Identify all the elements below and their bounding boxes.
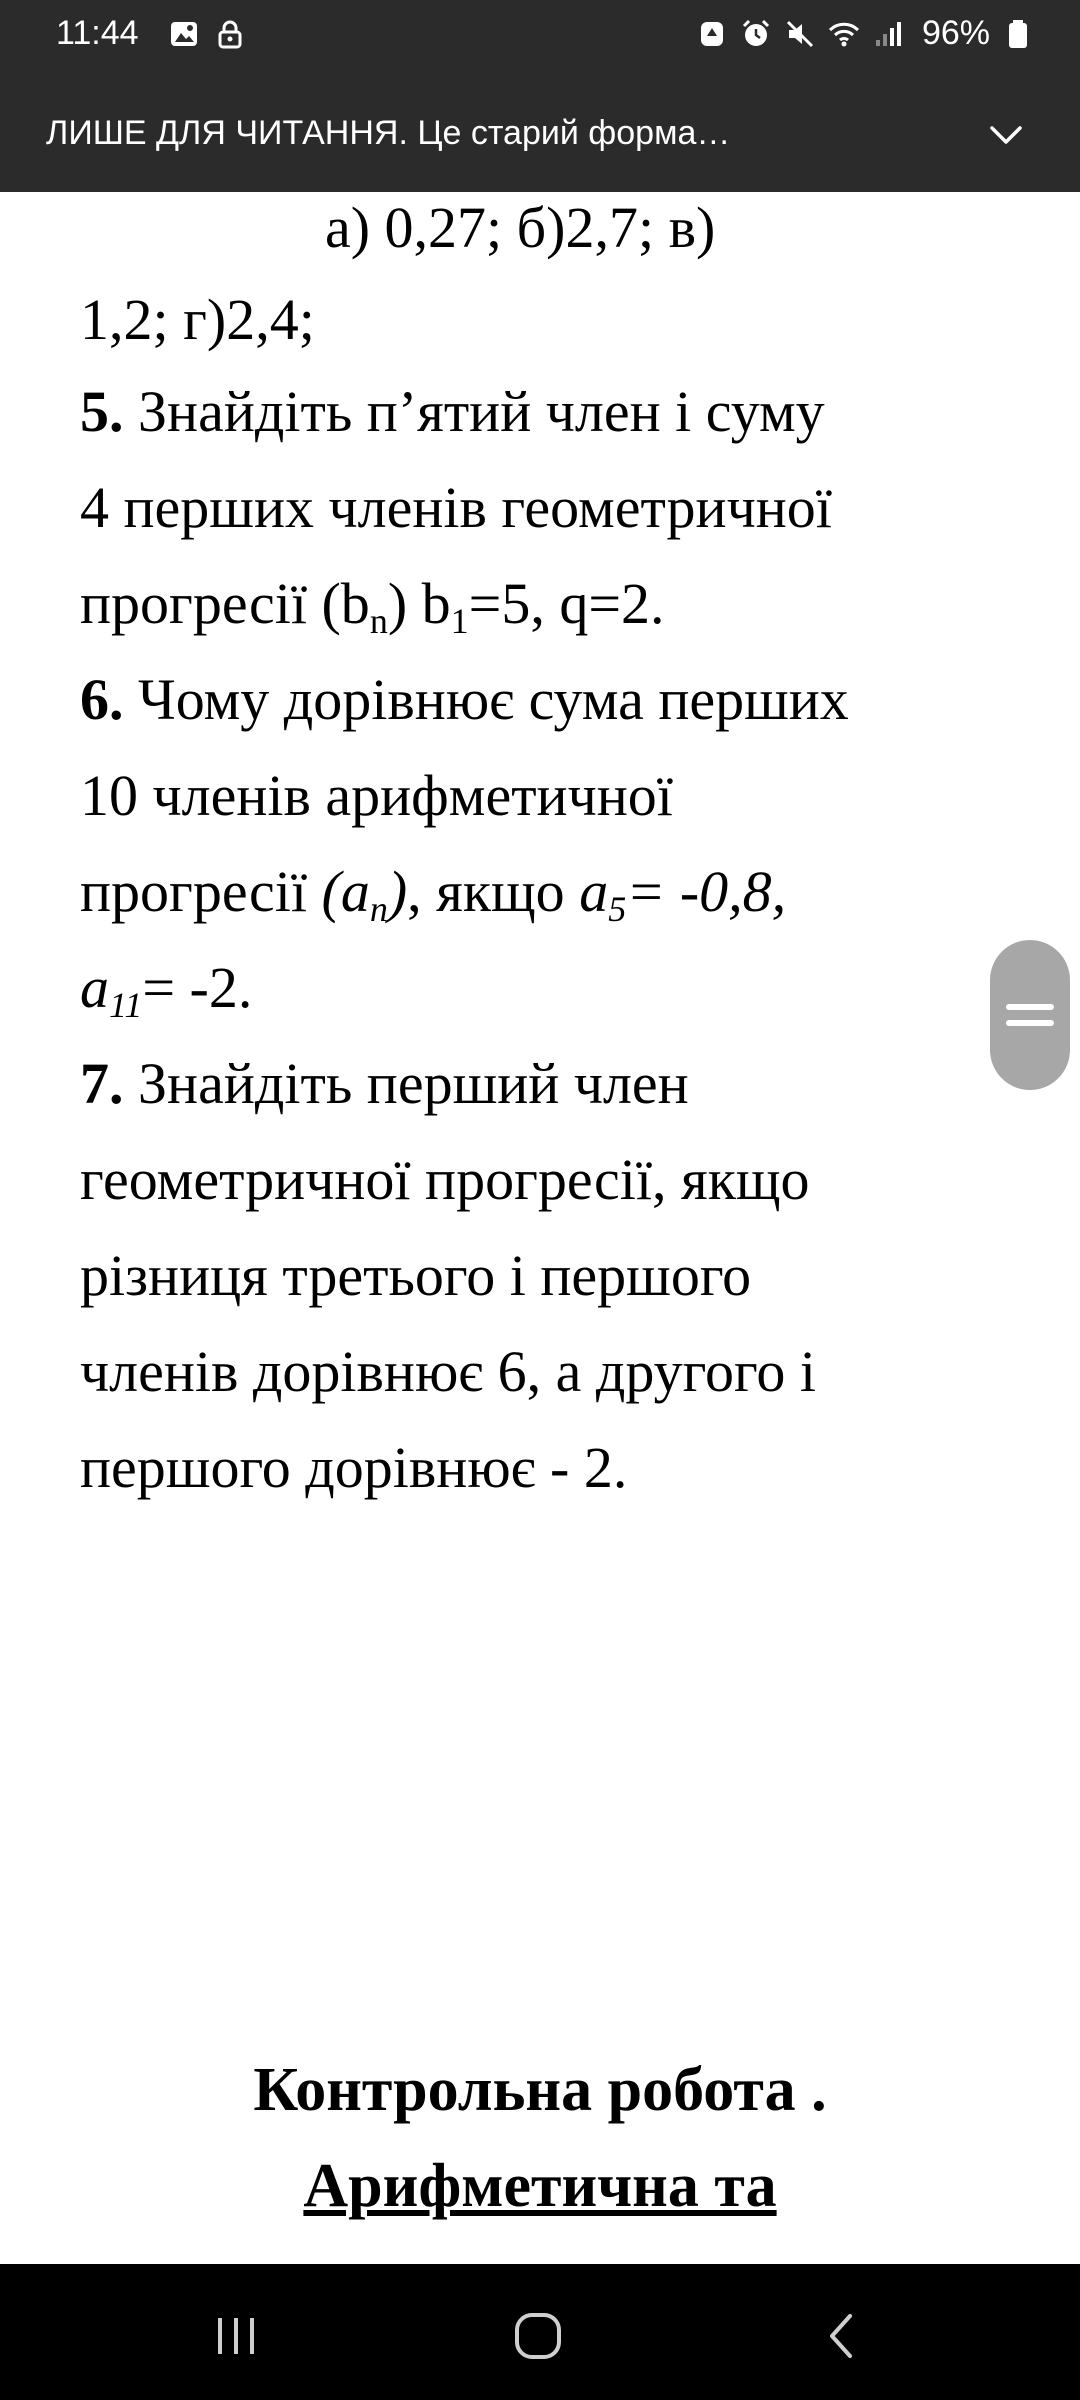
question-5-text-2: 4 перших членів геометричної [80, 475, 832, 540]
question-5-text: Знайдіть п’ятий член і суму [138, 379, 825, 444]
mute-icon [784, 18, 816, 50]
question-7-number: 7. [80, 1051, 124, 1116]
question-6-line4 [80, 940, 252, 1036]
q5-subscript-n: n [369, 601, 388, 641]
q6-text-c: ) [387, 859, 408, 924]
question-5-line2 [80, 460, 832, 556]
q6-subscript-n: n [369, 889, 388, 929]
status-time: 11:44 [56, 14, 139, 52]
question-7-text: Знайдіть перший член [123, 1051, 689, 1116]
answer-options-line1 [325, 192, 715, 276]
banner-text: ЛИШЕ ДЛЯ ЧИТАННЯ. Це старий форма… [46, 114, 731, 152]
alarm-icon [740, 18, 772, 50]
question-6-line3 [80, 844, 786, 940]
question-6-text: Чому дорівнює сума перших [138, 667, 849, 732]
q6-text-e: a [579, 859, 609, 924]
q6-text-b: (a [321, 859, 370, 924]
question-6-number: 6. [80, 667, 124, 732]
question-7-line4 [80, 1324, 816, 1420]
question-7-text-4: членів дорівнює 6, а другого і [80, 1339, 816, 1404]
wifi-icon [828, 18, 860, 50]
section-subheading-text: Арифметична та [303, 2152, 777, 2220]
q6-subscript-11: 11 [109, 985, 143, 1025]
q6-subscript-5: 5 [608, 889, 627, 929]
question-7-text-5: першого дорівнює - 2. [80, 1435, 628, 1500]
q6-text-f: = -0,8, [626, 859, 787, 924]
q5-text-a: прогресії (b [80, 571, 370, 636]
question-7-line5 [80, 1420, 627, 1516]
recents-button[interactable] [206, 2308, 266, 2364]
status-bar [0, 0, 1080, 76]
lock-icon [214, 18, 246, 50]
q6-text-g: a [80, 955, 109, 1020]
image-icon [168, 18, 200, 50]
question-6-line1 [80, 652, 849, 748]
q5-subscript-1: 1 [450, 601, 469, 641]
home-button[interactable] [508, 2308, 568, 2364]
battery-icon [1002, 18, 1034, 50]
section-subheading [0, 2138, 1080, 2234]
recycle-icon [696, 18, 728, 50]
q5-text-b: ) b [387, 571, 451, 636]
options-text-2: 1,2; г)2,4; [80, 287, 315, 352]
answer-options-line2 [80, 272, 315, 368]
question-7-text-2: геометричної прогресії, якщо [80, 1147, 810, 1212]
question-6-text-2: 10 членів арифметичної [80, 763, 673, 828]
question-7-line2 [80, 1132, 810, 1228]
options-text-1: а) 0,27; б)2,7; в) [325, 195, 716, 260]
question-5-line3 [80, 556, 665, 652]
read-only-banner[interactable] [0, 76, 1080, 192]
question-6-line2 [80, 748, 673, 844]
chevron-down-icon[interactable] [988, 120, 1024, 148]
question-5-number: 5. [80, 379, 124, 444]
question-7-line1 [80, 1036, 689, 1132]
signal-icon [872, 18, 904, 50]
document-viewer[interactable] [0, 192, 1080, 2264]
q6-text-a: прогресії [80, 859, 322, 924]
navigation-bar [0, 2264, 1080, 2400]
drag-handle-icon [1006, 1004, 1054, 1010]
drag-handle-icon-line [1006, 1020, 1054, 1026]
question-7-text-3: різниця третього і першого [80, 1243, 752, 1308]
section-heading: Контрольна робота . [253, 2056, 827, 2124]
battery-level: 96% [921, 14, 990, 52]
q5-text-c: =5, q=2. [468, 571, 665, 636]
back-button[interactable] [812, 2308, 872, 2364]
q6-text-d: , якщо [407, 859, 580, 924]
question-7-line3 [80, 1228, 751, 1324]
scroll-handle[interactable] [990, 940, 1070, 1090]
question-5-line1 [80, 364, 825, 460]
q6-text-h: = -2. [142, 955, 253, 1020]
